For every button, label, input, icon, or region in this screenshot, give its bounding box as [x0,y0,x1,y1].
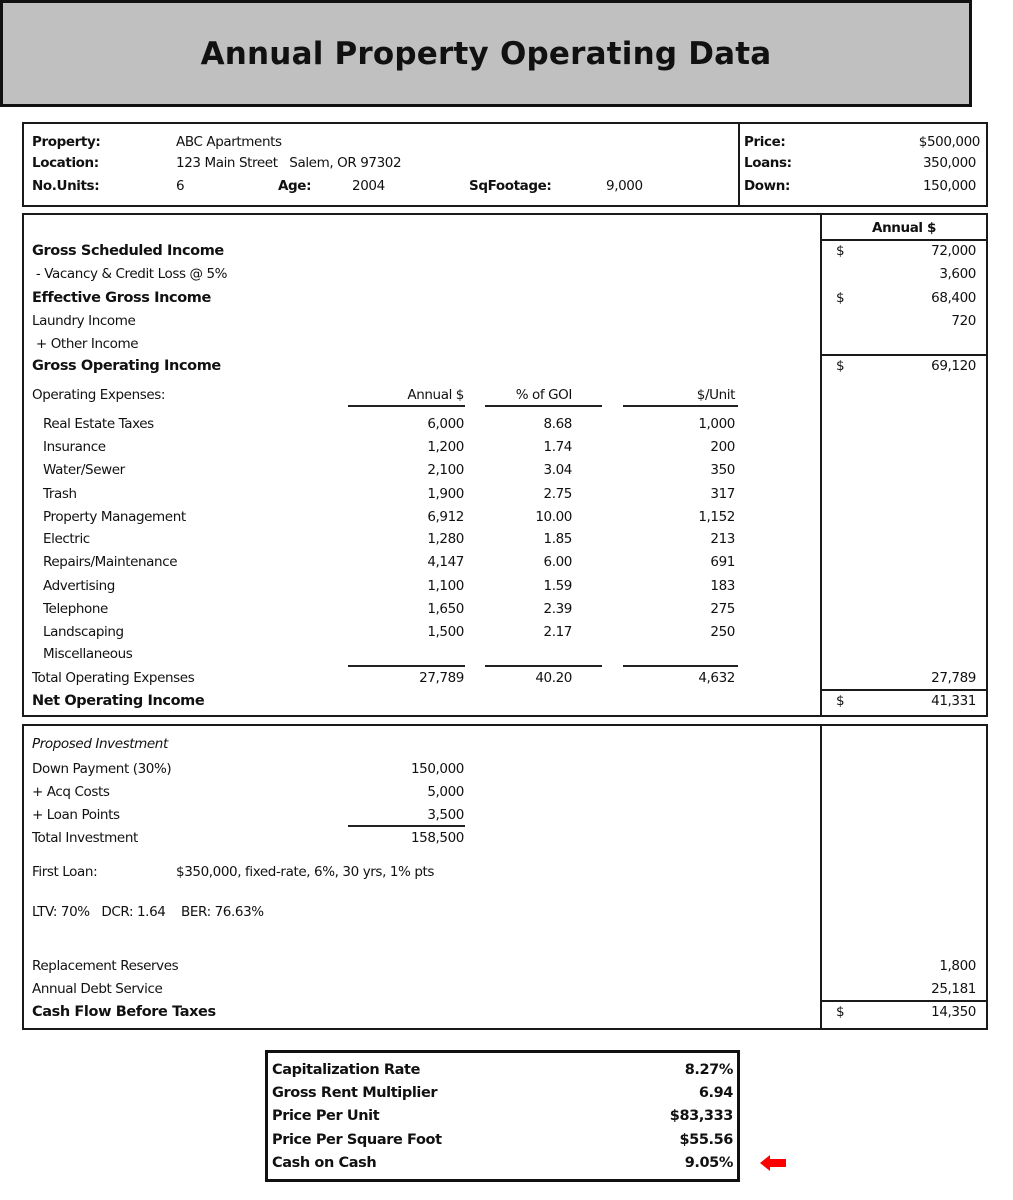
expense-annual: 1,100 [427,578,464,594]
expense-per-unit: 1,000 [698,416,735,432]
annual-column-header: Annual $ [872,220,936,236]
property-info-divider [738,122,740,207]
total-expenses-annual: 27,789 [419,670,464,686]
expense-header-underline-unit [623,405,738,407]
down-value: 150,000 [922,178,976,194]
expense-label: Real Estate Taxes [43,416,154,432]
total-expenses-per-unit: 4,632 [698,670,735,686]
gross-scheduled-income-value: 72,000 [931,243,976,259]
expense-header-underline-pct [485,405,602,407]
expense-label: Telephone [43,601,108,617]
age-label: Age: [278,178,312,194]
loan-points-value: 3,500 [427,807,464,823]
gross-operating-income-currency: $ [836,358,845,374]
expense-label: Trash [43,486,77,502]
expense-pct: 8.68 [543,416,572,432]
expense-col-pct-header: % of GOI [515,387,572,403]
price-per-sqft-label: Price Per Square Foot [272,1132,442,1148]
cap-rate-label: Capitalization Rate [272,1062,421,1078]
cap-rate-value: 8.27% [684,1062,733,1078]
annual-header-divider [820,239,988,241]
vacancy-loss-label: - Vacancy & Credit Loss @ 5% [32,266,228,282]
report-title: Annual Property Operating Data [200,35,772,72]
expense-per-unit: 275 [710,601,735,617]
expense-per-unit: 1,152 [698,509,735,525]
laundry-income-value: 720 [951,313,976,329]
expense-col-unit-header: $/Unit [696,387,735,403]
price-per-sqft-value: $55.56 [679,1132,733,1148]
total-investment-label: Total Investment [32,830,138,846]
total-operating-expenses-label: Total Operating Expenses [32,670,195,686]
expense-total-line-unit [623,665,738,667]
expense-pct: 2.75 [543,486,572,502]
net-operating-income-currency: $ [836,693,845,709]
expense-label: Miscellaneous [43,646,133,662]
age-value: 2004 [352,178,385,194]
total-expenses-pct: 40.20 [535,670,572,686]
expense-per-unit: 200 [710,439,735,455]
price-label: Price: [744,134,786,150]
expense-label: Property Management [43,509,186,525]
loans-label: Loans: [744,155,792,171]
expense-total-line-annual [348,665,465,667]
expense-pct: 1.85 [543,531,572,547]
effective-gross-income-label: Effective Gross Income [32,290,211,306]
down-payment-value: 150,000 [410,761,464,777]
red-left-arrow-icon [760,1155,786,1171]
expense-annual: 1,500 [427,624,464,640]
location-value: 123 Main Street Salem, OR 97302 [176,155,402,171]
first-loan-value: $350,000, fixed-rate, 6%, 30 yrs, 1% pts [176,864,435,880]
other-income-label: + Other Income [32,336,139,352]
expense-per-unit: 691 [710,554,735,570]
vacancy-loss-value: 3,600 [939,266,976,282]
expense-per-unit: 317 [710,486,735,502]
investment-total-line [348,825,465,827]
expense-annual: 1,650 [427,601,464,617]
property-label: Property: [32,134,101,150]
grm-label: Gross Rent Multiplier [272,1085,438,1101]
expense-per-unit: 250 [710,624,735,640]
loans-value: 350,000 [922,155,976,171]
units-value: 6 [176,178,185,194]
expense-annual: 4,147 [427,554,464,570]
loan-ratios: LTV: 70% DCR: 1.64 BER: 76.63% [32,904,264,920]
cash-flow-divider [820,1000,988,1002]
expense-total-line-pct [485,665,602,667]
expense-label: Landscaping [43,624,124,640]
cash-flow-currency: $ [836,1004,845,1020]
price-value: $500,000 [918,134,980,150]
expense-label: Advertising [43,578,115,594]
cash-flow-label: Cash Flow Before Taxes [32,1004,216,1020]
gross-operating-income-label: Gross Operating Income [32,358,221,374]
price-per-unit-label: Price Per Unit [272,1108,380,1124]
proposed-investment-heading: Proposed Investment [32,736,168,752]
annual-debt-service-value: 25,181 [931,981,976,997]
expense-label: Electric [43,531,90,547]
sqft-label: SqFootage: [469,178,552,194]
expense-annual: 6,912 [427,509,464,525]
net-operating-income-value: 41,331 [931,693,976,709]
total-expenses-annual-right: 27,789 [931,670,976,686]
acq-costs-label: + Acq Costs [32,784,110,800]
expense-label: Insurance [43,439,106,455]
expense-per-unit: 350 [710,462,735,478]
cash-on-cash-value: 9.05% [684,1155,733,1171]
expense-pct: 1.74 [543,439,572,455]
report-title-banner [0,0,972,107]
expense-header-underline-annual [348,405,465,407]
goi-divider [820,354,988,356]
down-label: Down: [744,178,790,194]
expense-per-unit: 183 [710,578,735,594]
property-value: ABC Apartments [176,134,282,150]
gross-scheduled-income-label: Gross Scheduled Income [32,243,224,259]
replacement-reserves-value: 1,800 [939,958,976,974]
expense-pct: 10.00 [535,509,572,525]
down-payment-label: Down Payment (30%) [32,761,172,777]
gross-scheduled-income-currency: $ [836,243,845,259]
noi-divider [820,689,988,691]
units-label: No.Units: [32,178,100,194]
expense-annual: 1,900 [427,486,464,502]
cash-on-cash-label: Cash on Cash [272,1155,377,1171]
expense-per-unit: 213 [710,531,735,547]
gross-operating-income-value: 69,120 [931,358,976,374]
expense-annual: 2,100 [427,462,464,478]
location-label: Location: [32,155,99,171]
effective-gross-income-currency: $ [836,290,845,306]
annual-debt-service-label: Annual Debt Service [32,981,163,997]
cash-flow-value: 14,350 [931,1004,976,1020]
expense-pct: 3.04 [543,462,572,478]
expense-pct: 6.00 [543,554,572,570]
sqft-value: 9,000 [606,178,643,194]
operating-expenses-heading: Operating Expenses: [32,387,166,403]
expense-annual: 1,280 [427,531,464,547]
grm-value: 6.94 [698,1085,733,1101]
expense-col-annual-header: Annual $ [407,387,464,403]
expense-pct: 2.17 [543,624,572,640]
expense-label: Repairs/Maintenance [43,554,178,570]
replacement-reserves-label: Replacement Reserves [32,958,179,974]
expense-pct: 1.59 [543,578,572,594]
laundry-income-label: Laundry Income [32,313,136,329]
net-operating-income-label: Net Operating Income [32,693,205,709]
effective-gross-income-value: 68,400 [931,290,976,306]
expense-annual: 1,200 [427,439,464,455]
acq-costs-value: 5,000 [427,784,464,800]
first-loan-label: First Loan: [32,864,98,880]
total-investment-value: 158,500 [410,830,464,846]
price-per-unit-value: $83,333 [669,1108,733,1124]
expense-annual: 6,000 [427,416,464,432]
expense-pct: 2.39 [543,601,572,617]
loan-points-label: + Loan Points [32,807,120,823]
expense-label: Water/Sewer [43,462,125,478]
